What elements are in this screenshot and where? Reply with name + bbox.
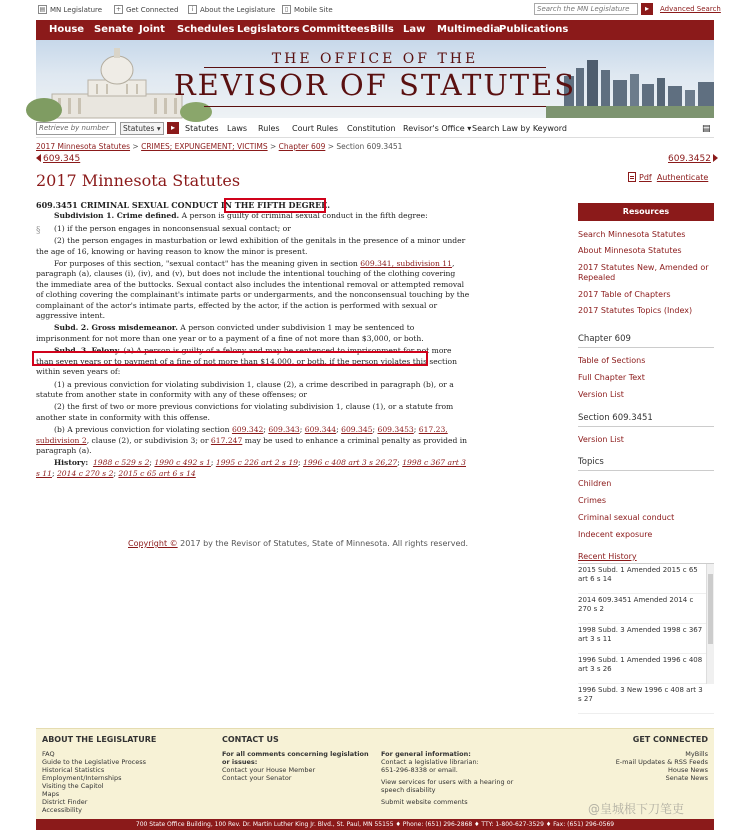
section-heading: Section 609.3451 [578,413,714,427]
footer-about-links [42,750,146,814]
clause-2: (2) the person engages in masturbation or lewd exhibition of the genitals in the presence of a minor under the age of 16, knowing or having reason to know the minor is present. [36,236,466,256]
resource-search-statutes[interactable]: Search Minnesota Statutes [578,230,686,239]
statute-search-bar [36,120,714,138]
footer-link[interactable]: Historical Statistics [42,766,105,774]
document-icon: ▤ [39,6,46,13]
footer-link[interactable]: Contact your House Member [222,766,316,774]
footer-link[interactable]: Contact your Senator [222,774,292,782]
share-icon: + [115,6,122,13]
footer-text: 651-296-8338 or email. [381,766,458,774]
breadcrumb: 2017 Minnesota Statutes > CRIMES; EXPUNGEMENT; VICTIMS > Chapter 609 > Section 609.3451 [36,142,403,151]
doc-type-select[interactable]: Statutes ▾ [120,122,164,135]
chapter-version-list-link[interactable]: Version List [578,390,624,399]
footer-contact-note: For all comments concerning legislation or issues: [222,750,369,766]
copyright: Copyright © 2017 by the Revisor of Statutes, State of Minnesota. All rights reserved. [128,539,468,548]
resource-about-statutes[interactable]: About Minnesota Statutes [578,246,682,256]
footer-link[interactable]: Employment/Internships [42,774,122,782]
subd3-clause-1: (1) a previous conviction for violating subdivision 1, clause (2), a crime described in paragraph (b), or a statute from another state in conformity with any of these offenses; or [36,379,454,399]
topics-panel [578,457,714,543]
page-title: 2017 Minnesota Statutes [36,171,241,190]
footer-link[interactable]: House News [668,766,708,774]
footer-contact-heading: CONTACT US [222,735,279,744]
utility-mn-legislature[interactable]: ▤ MN Legislature [39,5,103,14]
recent-history-heading[interactable]: Recent History [578,552,637,561]
pdf-icon[interactable] [628,172,636,182]
chapter-panel [578,334,714,403]
document-tools [628,172,708,182]
link-rules[interactable]: Rules [258,124,280,133]
footer-link[interactable]: Accessibility [42,806,82,814]
highlight-gross-misdemeanor [32,351,428,366]
topic-children[interactable]: Children [578,479,612,488]
copyright-link[interactable]: Copyright © [128,539,178,548]
section-panel [578,413,714,448]
history-link[interactable]: 1995 c 226 art 2 s 19 [215,458,299,468]
nav-publications[interactable]: Publications [499,24,569,35]
section-symbol-icon: § [36,226,41,236]
subd3-paragraph-b: (b) A previous conviction for violating section 609.342; 609.343; 609.344; 609.345; 609.3453; 617.23, subdivision 2, clause (2), or subdivision 3; or 617.247 may be used to enhance a criminal penalty as provided in paragraph (a). [36,425,468,455]
banner-line-2: REVISOR OF STATUTES [173,68,577,102]
statute-heading: 609.3451 CRIMINAL SEXUAL CONDUCT IN THE FIFTH DEGREE. [36,200,331,210]
footer-link[interactable]: FAQ [42,750,55,758]
utility-mobile-site[interactable]: ▯ Mobile Site [282,5,333,14]
topics-heading: Topics [578,457,714,471]
xref-609342[interactable]: 609.342 [231,425,264,435]
info-icon: i [188,5,197,14]
nav-law[interactable]: Law [403,24,426,35]
footer-general-note: For general information: [381,750,471,758]
footer-link[interactable]: E-mail Updates & RSS Feeds [615,758,708,766]
footer-link[interactable]: District Finder [42,798,88,806]
history-link[interactable]: 1988 c 529 s 2 [92,458,150,468]
footer-link[interactable]: Contact a legislative librarian: [381,758,479,766]
recent-history-item: 1996 Subd. 1 Amended 1996 c 408 art 3 s 26 [578,654,714,684]
site-search-button[interactable] [641,3,653,15]
recent-history-scrollbar[interactable] [706,564,714,684]
xref-609344[interactable]: 609.344 [304,425,337,435]
footer-address: 700 State Office Building, 100 Rev. Dr. Martin Luther King Jr. Blvd., St. Paul, MN 55155 ♦ Phone: (651) 296-2868 ♦ TTY: 1-800-627-3529 ♦ Fax: (651) 296-0569 [36,819,714,830]
topic-criminal-sexual-conduct[interactable]: Criminal sexual conduct [578,513,675,522]
crumb-current: Section 609.3451 [336,142,403,151]
nav-committees[interactable]: Committees [302,24,370,35]
utility-get-connected[interactable]: + Get Connected [115,5,179,14]
footer-link[interactable]: Guide to the Legislative Process [42,758,147,766]
footer-link[interactable]: Visiting the Capitol [42,782,104,790]
table-of-sections-link[interactable]: Table of Sections [578,356,646,365]
banner-line-1: THE OFFICE OF THE [271,51,479,67]
nav-joint[interactable]: Joint [139,24,165,35]
arrow-right-icon [713,154,718,162]
link-search-by-keyword[interactable]: Search Law by Keyword [472,124,567,133]
xref-61723[interactable]: 617.23, subdivision 2 [36,425,448,445]
arrow-left-icon [36,154,41,162]
recent-history-item: 1998 Subd. 3 Amended 1998 c 367 art 3 s 11 [578,624,714,654]
footer-link[interactable]: Maps [42,790,60,798]
nav-schedules[interactable]: Schedules [177,24,235,35]
xref-609345[interactable]: 609.345 [341,425,373,435]
link-statutes[interactable]: Statutes [185,124,219,133]
subdivision-2: Subd. 2. Gross misdemeanor. A person convicted under subdivision 1 may be sentenced to imprisonment for not more than one year or to a payment of a fine of not more than $3,000, or both. [36,323,424,343]
subd3-clause-2: (2) the first of two or more previous convictions for violating subdivision 1, clause (1), or a statute from another state in conformity with this offense. [36,402,454,422]
xref-6093453[interactable]: 609.3453 [377,425,414,435]
history-link[interactable]: 1998 c 367 art 3 s 11 [36,458,466,478]
recent-history-item: 1996 Subd. 3 New 1996 c 408 art 3 s 27 [578,684,714,714]
link-court-rules[interactable]: Court Rules [292,124,339,133]
authenticate-link[interactable]: Authenticate [656,173,709,182]
next-section-link[interactable]: 609.3452 [668,154,718,164]
sexual-contact-definition: For purposes of this section, "sexual contact" has the meaning given in section 609.341, subdivision 11, paragraph (a), clauses (i), (iv), and (v), but does not include the intentional touching of the clothing covering the immediate area of the buttocks. Sexual contact also includes the intentional removal or attempted removal of clothing covering the complainant's intimate parts or undergarments, and the nonconsensual touching by the complainant of the actor's intimate parts, effected by the actor, if the action is performed with sexual or aggressive intent. [36,259,470,321]
site-search-input[interactable]: Search the MN Legislature [534,3,638,15]
xref-617247[interactable]: 617.247 [210,435,243,445]
utility-bar [0,0,750,20]
chevron-down-icon: ▾ [156,124,161,133]
topic-indecent-exposure[interactable]: Indecent exposure [578,530,653,539]
subdivision-3: Subd. 3. Felony. (a) A person is guilty of a felony and may be sentenced to imprisonment for not more than seven years or to payment of a fine of not more than $14,000, or both, if the person violates this section within seven years of: [36,346,457,377]
footer-text: speech disability [381,786,436,794]
recent-history-list[interactable] [578,563,714,703]
resources-list [578,230,714,316]
recent-history-item: 2015 Subd. 1 Amended 2015 c 65 art 6 s 14 [578,564,714,594]
footer-contact [222,750,372,782]
nav-legislators[interactable]: Legislators [237,24,300,35]
scroll-thumb[interactable] [708,574,713,644]
link-laws[interactable]: Laws [227,124,248,133]
search-icon: ▸ [644,4,649,13]
crumb-statutes[interactable]: 2017 Minnesota Statutes [36,142,131,151]
crumb-crimes[interactable]: CRIMES; EXPUNGEMENT; VICTIMS [141,142,268,151]
xref-609343[interactable]: 609.343 [268,425,300,435]
nav-multimedia[interactable]: Multimedia [437,24,501,35]
recent-history-item: 2014 609.3451 Amended 2014 c 270 s 2 [578,594,714,624]
history-link[interactable]: 1990 c 492 s 1 [154,458,211,468]
history-link[interactable]: 1996 c 408 art 3 s 26,27 [303,458,398,468]
statute-text [36,200,470,481]
banner-rule-bottom [204,106,546,107]
footer-connected-links [616,750,708,782]
footer-link[interactable]: Submit website comments [381,798,468,806]
history-link[interactable]: 2014 c 270 s 2 [56,468,114,478]
prev-section-link[interactable]: 609.345 [36,154,80,164]
chapter-heading: Chapter 609 [578,334,714,348]
history-link[interactable]: 2015 c 65 art 6 s 14 [118,468,196,478]
link-constitution[interactable]: Constitution [347,124,396,133]
link-revisors-office[interactable]: Revisor's Office ▾ [403,124,472,133]
footer-connected-heading: GET CONNECTED [632,735,708,744]
full-chapter-text-link[interactable]: Full Chapter Text [578,373,645,382]
retrieve-by-number-input[interactable]: Retrieve by number [36,122,116,135]
advanced-search-link[interactable]: Advanced Search [660,5,721,13]
footer-link[interactable]: MyBills [685,750,708,758]
main-nav [36,20,714,40]
utility-about-legislature[interactable]: i About the Legislature [188,5,275,14]
section-version-list-link[interactable]: Version List [578,435,624,444]
search-icon: ▸ [170,123,175,132]
topic-crimes[interactable]: Crimes [578,496,606,505]
nav-senate[interactable]: Senate [94,24,134,35]
nav-house[interactable]: House [49,24,85,35]
footer-link[interactable]: View services for users with a hearing or [381,778,514,786]
footer-link[interactable]: Senate News [665,774,708,782]
clause-1: (1) if the person engages in nonconsensual sexual contact; or [54,223,291,233]
footer-about-heading: ABOUT THE LEGISLATURE [42,735,157,744]
retrieve-go-button[interactable] [167,122,179,134]
resource-topics-index[interactable]: 2017 Statutes Topics (Index) [578,306,693,316]
resources-header: Resources [578,203,714,221]
xref-609341[interactable]: 609.341, subdivision 11 [360,259,452,269]
print-icon[interactable]: ▤ [702,124,711,134]
history: History: 1988 c 529 s 2; 1990 c 492 s 1; 1995 c 226 art 2 s 19; 1996 c 408 art 3 s 26,27; 1998 c 367 art 3 s 11; 2014 c 270 s 2; 2015 c 65 art 6 s 14 [36,458,466,478]
resource-table-of-chapters[interactable]: 2017 Table of Chapters [578,289,671,299]
pdf-link[interactable]: Pdf [639,173,652,182]
subdivision-1: Subdivision 1. Crime defined. A person is guilty of criminal sexual conduct in the fifth degree: [54,211,428,221]
mobile-icon: ▯ [282,5,291,14]
nav-bills[interactable]: Bills [370,24,394,35]
crumb-chapter[interactable]: Chapter 609 [278,142,326,151]
footer-general-info [381,750,513,806]
header-banner [36,40,714,118]
resource-new-amended[interactable]: 2017 Statutes New, Amended or Repealed [578,262,709,283]
highlight-fifth-degree [224,198,326,213]
watermark: @皇城根下刀笔吏 [588,802,685,816]
